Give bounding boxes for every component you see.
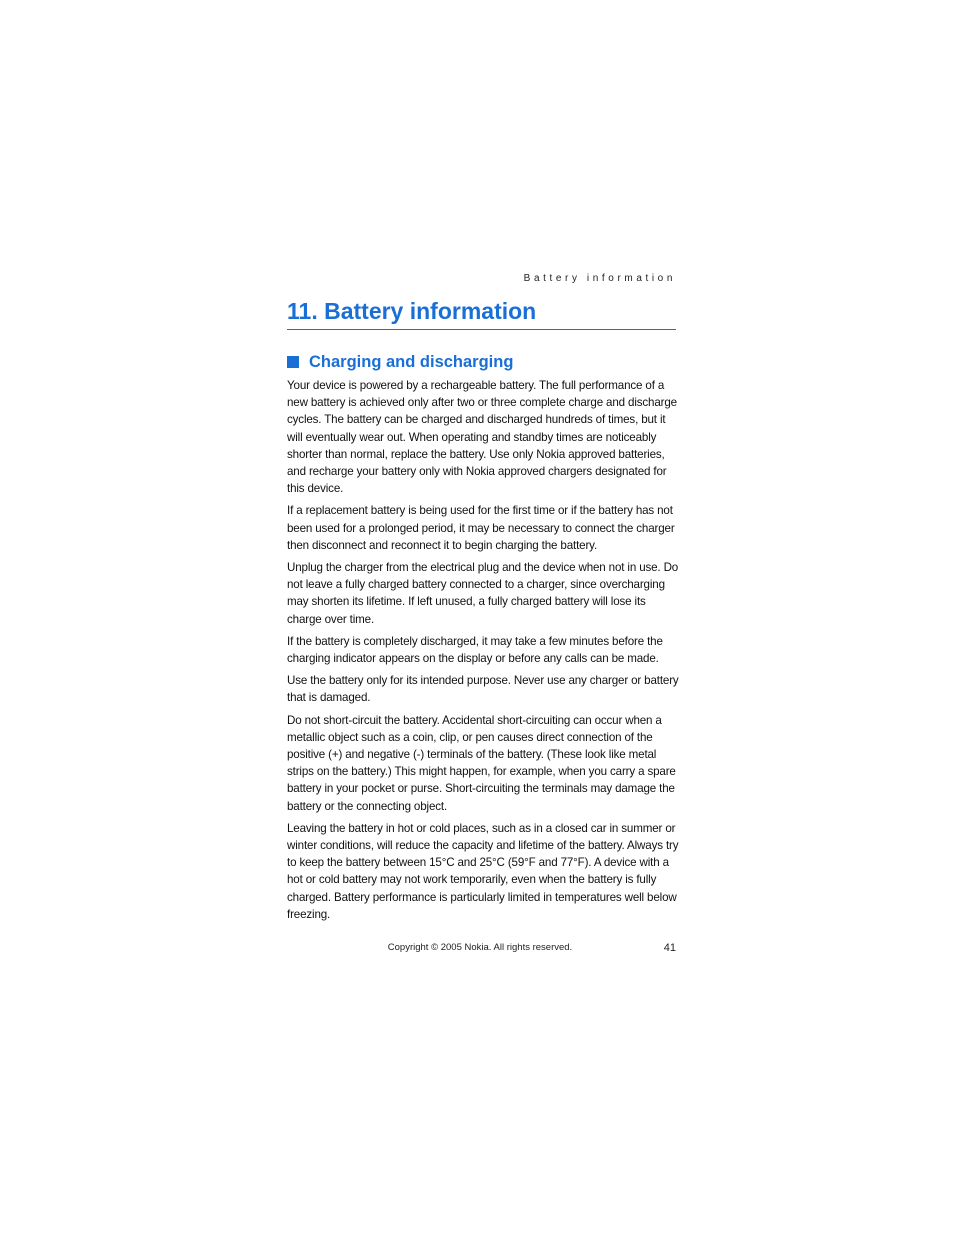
running-header: Battery information [523, 273, 676, 284]
paragraph: If a replacement battery is being used for the first time or if the battery has not been used for a prolonged period, it may be necessary to connect the charger then disconnect and reconnect it to begin charging the battery. [287, 504, 675, 552]
paragraph: Use the battery only for its intended purpose. Never use any charger or battery that is damaged. [287, 674, 679, 705]
chapter-title: 11. Battery information [287, 295, 676, 330]
section-heading-text: Charging and discharging [309, 353, 514, 371]
body-text [287, 377, 679, 928]
paragraph: If the battery is completely discharged, it may take a few minutes before the charging indicator appears on the display or before any calls can be made. [287, 634, 663, 666]
paragraph: Your device is powered by a rechargeable battery. The full performance of a new battery is achieved only after two or three complete charge and discharge cycles. The battery can be charged and discharged hundreds of times, but it will eventually wear out. When operating and standby times are noticeably shorter than normal, replace the battery. Use only Nokia approved batteries, and recharge your battery only with Nokia approved chargers designated for this device. [287, 379, 677, 496]
footer-copyright: Copyright © 2005 Nokia. All rights reserved. [387, 942, 573, 953]
section-heading [287, 350, 513, 374]
page-number: 41 [663, 942, 676, 954]
paragraph: Do not short-circuit the battery. Accidental short-circuiting can occur when a metallic object such as a coin, clip, or pen causes direct connection of the positive (+) and negative (-) terminals of the battery. (These look like metal strips on the battery.) This might happen, for example, when you carry a spare battery in your pocket or purse. Short-circuiting the terminals may damage the battery or the connecting object. [287, 713, 676, 813]
paragraph: Unplug the charger from the electrical plug and the device when not in use. Do not leave a fully charged battery connected to a charger, since overcharging may shorten its lifetime. If left unused, a fully charged battery will lose its charge over time. [287, 561, 679, 626]
paragraph: Leaving the battery in hot or cold places, such as in a closed car in summer or winter conditions, will reduce the capacity and lifetime of the battery. Always try to keep the battery between 15°C and 25°C (59°F and 77°F). A device with a hot or cold battery may not work temporarily, even when the battery is fully charged. Battery performance is particularly limited in temperatures well below freezing. [287, 821, 679, 921]
square-bullet-icon [287, 356, 299, 368]
